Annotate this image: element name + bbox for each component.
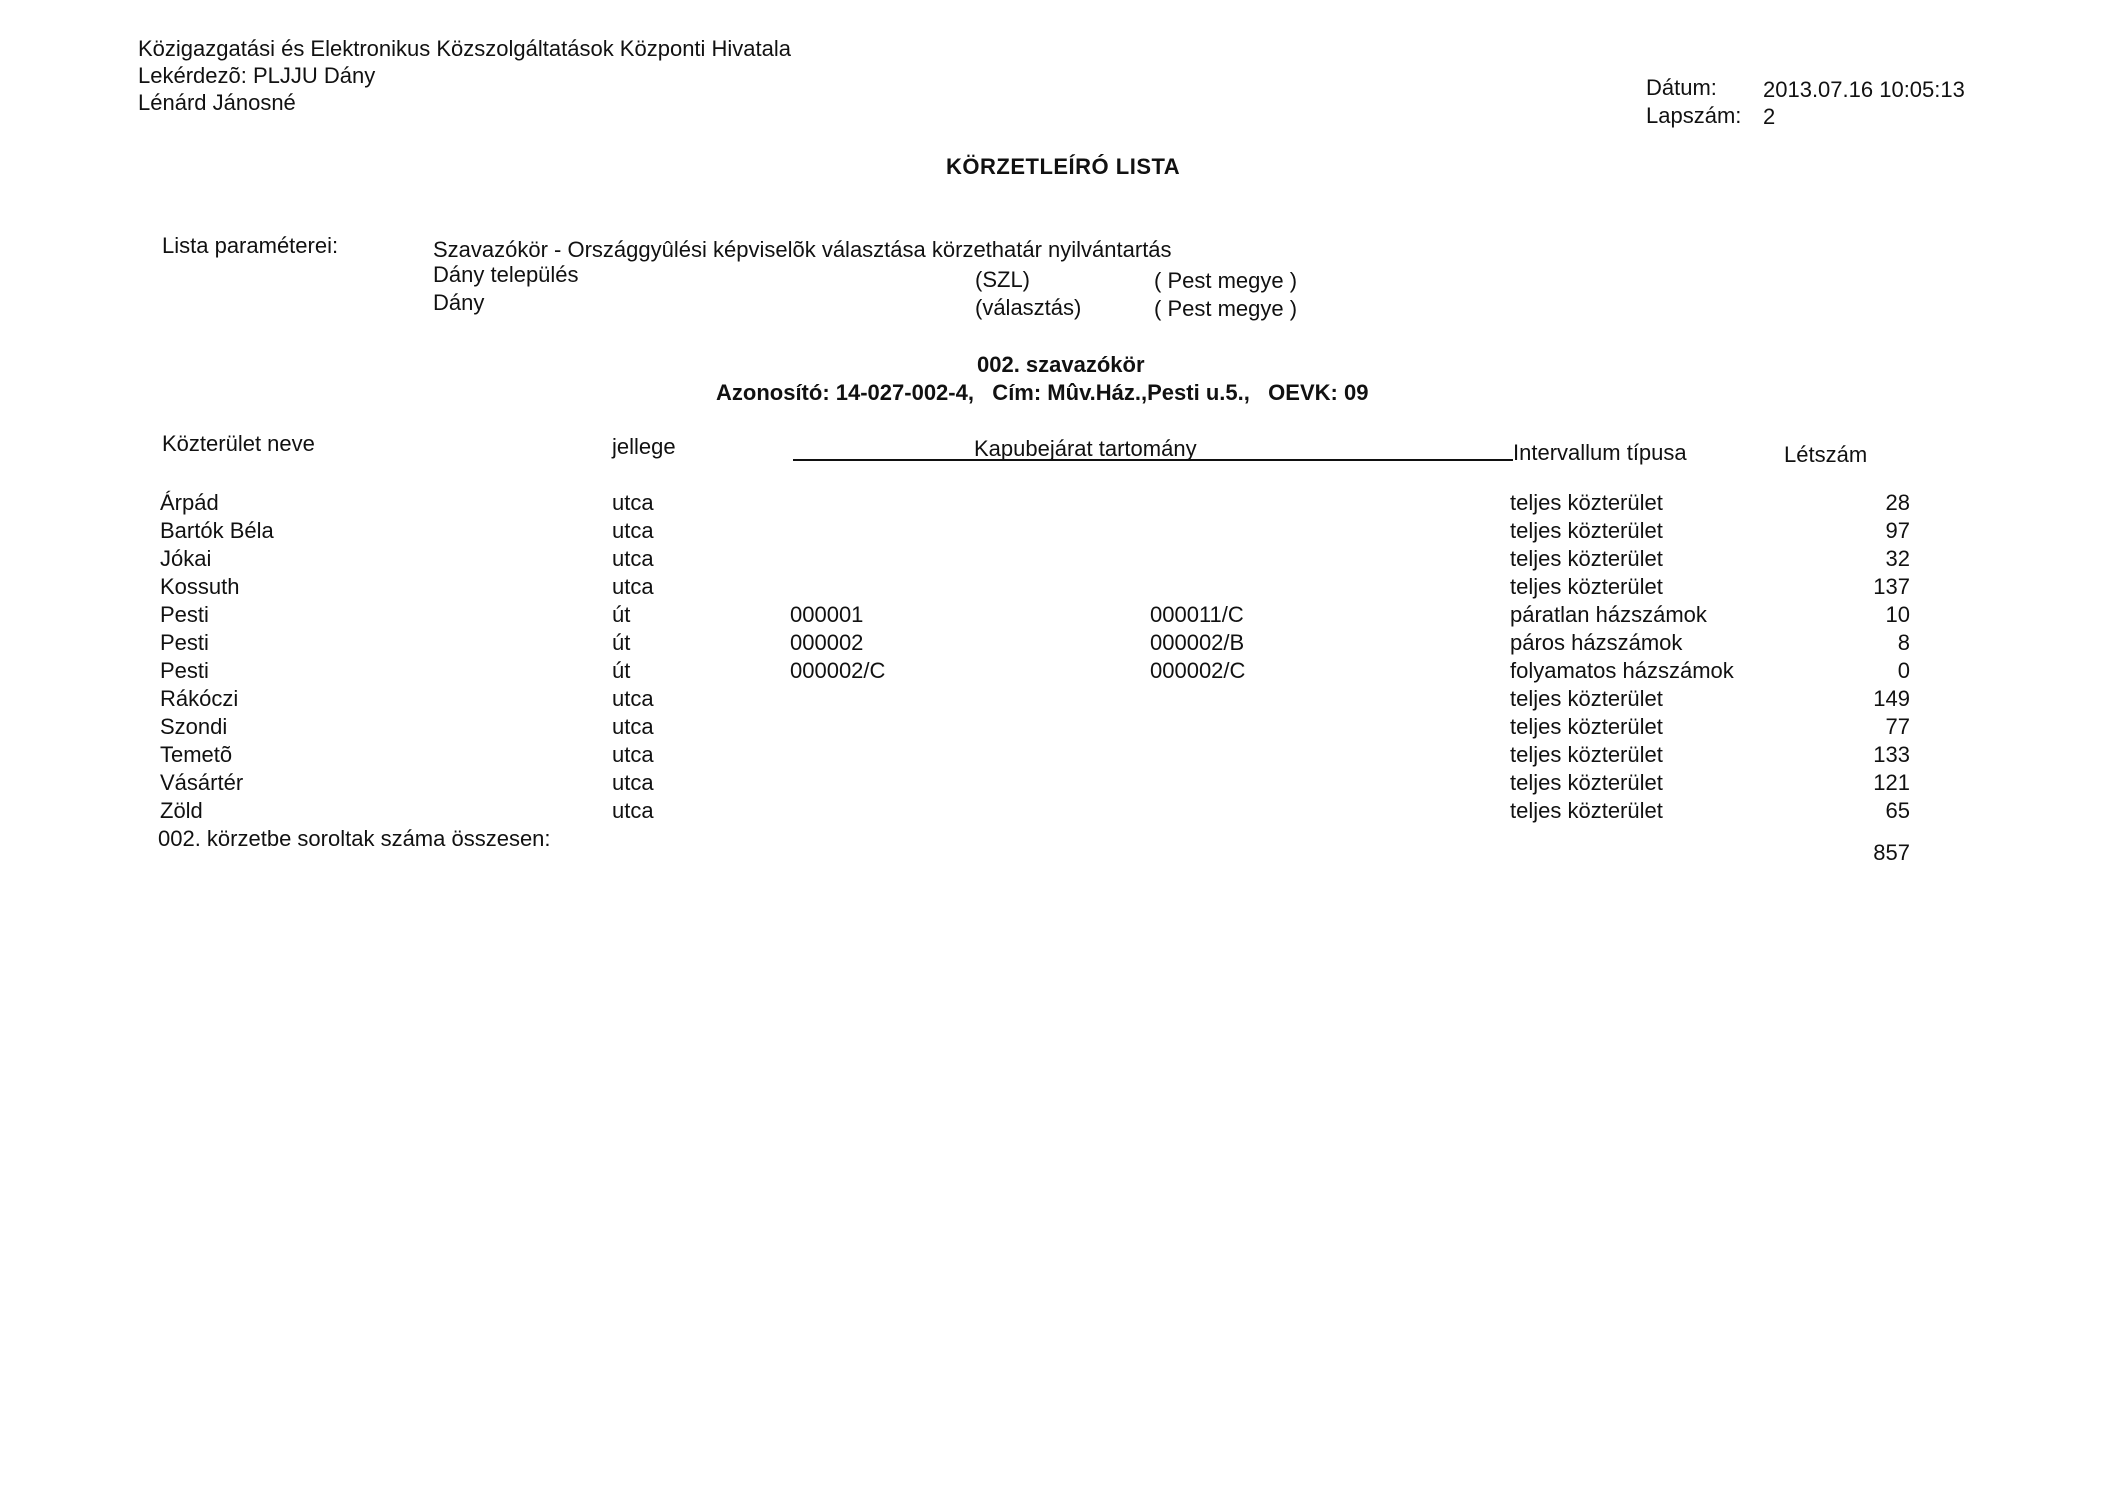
row-range-to: 000002/C [1150, 658, 1246, 683]
col-header-type: jellege [612, 434, 676, 459]
table-row [0, 546, 2104, 574]
page-value: 2 [1763, 104, 1776, 129]
row-street-type: utca [612, 770, 654, 795]
row-interval-type: teljes közterület [1510, 770, 1663, 795]
row-street-name: Szondi [160, 714, 228, 739]
row-street-type: utca [612, 742, 654, 767]
person-name: Lénárd Jánosné [138, 90, 296, 115]
row-street-name: Pesti [160, 658, 209, 683]
date-value: 2013.07.16 10:05:13 [1763, 77, 1965, 102]
row-count: 137 [1873, 574, 1910, 599]
row-street-name: Rákóczi [160, 686, 239, 711]
row-street-name: Pesti [160, 630, 209, 655]
row-street-type: utca [612, 798, 654, 823]
row-street-type: út [612, 658, 631, 683]
row-range-from: 000002/C [790, 658, 886, 683]
row-street-name: Zöld [160, 798, 203, 823]
page-label: Lapszám: [1646, 103, 1742, 128]
params-election-code: (választás) [975, 295, 1082, 320]
table-row [0, 574, 2104, 602]
table-row [0, 658, 2104, 686]
org-name: Közigazgatási és Elektronikus Közszolgáltatások Központi Hivatala [138, 36, 792, 61]
row-street-type: út [612, 602, 631, 627]
row-interval-type: teljes közterület [1510, 742, 1663, 767]
row-count: 133 [1873, 742, 1910, 767]
params-settlement: Dány település [433, 262, 579, 287]
row-interval-type: teljes közterület [1510, 714, 1663, 739]
row-count: 8 [1897, 630, 1910, 655]
row-range-from: 000001 [790, 602, 864, 627]
row-count: 97 [1885, 518, 1910, 543]
row-count: 28 [1885, 490, 1910, 515]
row-interval-type: teljes közterület [1510, 490, 1663, 515]
row-count: 65 [1885, 798, 1910, 823]
total-value: 857 [1873, 840, 1910, 865]
col-header-interval: Intervallum típusa [1513, 440, 1687, 465]
row-range-from: 000002 [790, 630, 864, 655]
row-street-type: út [612, 630, 631, 655]
params-election-county: ( Pest megye ) [1154, 296, 1298, 321]
params-settlement-code: (SZL) [975, 267, 1030, 292]
table-row [0, 742, 2104, 770]
row-interval-type: páratlan házszámok [1510, 602, 1707, 627]
row-count: 121 [1873, 770, 1910, 795]
row-count: 32 [1885, 546, 1910, 571]
row-street-name: Pesti [160, 602, 209, 627]
row-range-to: 000002/B [1150, 630, 1245, 655]
row-count: 0 [1897, 658, 1910, 683]
params-election-place: Dány [433, 290, 485, 315]
table-row [0, 490, 2104, 518]
row-interval-type: teljes közterület [1510, 518, 1663, 543]
params-settlement-county: ( Pest megye ) [1154, 268, 1298, 293]
table-row [0, 602, 2104, 630]
district-details: Azonosító: 14-027-002-4, Cím: Mûv.Ház.,Pesti u.5., OEVK: 09 [716, 380, 1369, 405]
row-street-type: utca [612, 686, 654, 711]
row-street-name: Jókai [160, 546, 212, 571]
table-row [0, 770, 2104, 798]
table-row [0, 714, 2104, 742]
row-street-name: Árpád [160, 490, 219, 515]
col-header-range: Kapubejárat tartomány [974, 436, 1197, 461]
row-street-name: Bartók Béla [160, 518, 274, 543]
row-street-name: Temetõ [160, 742, 233, 767]
date-label: Dátum: [1646, 75, 1717, 100]
row-count: 10 [1885, 602, 1910, 627]
row-street-name: Vásártér [160, 770, 244, 795]
row-street-name: Kossuth [160, 574, 240, 599]
row-street-type: utca [612, 490, 654, 515]
page-title: KÖRZETLEÍRÓ LISTA [946, 154, 1181, 179]
row-count: 149 [1873, 686, 1910, 711]
row-interval-type: páros házszámok [1510, 630, 1683, 655]
row-count: 77 [1885, 714, 1910, 739]
row-interval-type: teljes közterület [1510, 686, 1663, 711]
row-street-type: utca [612, 714, 654, 739]
row-interval-type: teljes közterület [1510, 574, 1663, 599]
params-label: Lista paraméterei: [162, 233, 339, 258]
row-range-to: 000011/C [1150, 602, 1244, 627]
district-name: 002. szavazókör [977, 352, 1145, 377]
col-header-name: Közterület neve [162, 431, 315, 456]
row-interval-type: folyamatos házszámok [1510, 658, 1734, 683]
requester: Lekérdezõ: PLJJU Dány [138, 63, 376, 88]
total-label: 002. körzetbe soroltak száma összesen: [158, 826, 551, 851]
row-street-type: utca [612, 546, 654, 571]
params-line1: Szavazókör - Országgyûlési képviselõk választása körzethatár nyilvántartás [433, 237, 1172, 262]
total-row [0, 826, 2104, 865]
col-header-count: Létszám [1784, 442, 1868, 467]
table-row [0, 686, 2104, 714]
table-row [0, 518, 2104, 546]
row-interval-type: teljes közterület [1510, 546, 1663, 571]
row-street-type: utca [612, 518, 654, 543]
row-interval-type: teljes közterület [1510, 798, 1663, 823]
row-street-type: utca [612, 574, 654, 599]
table-row [0, 630, 2104, 658]
table-row [0, 798, 2104, 826]
